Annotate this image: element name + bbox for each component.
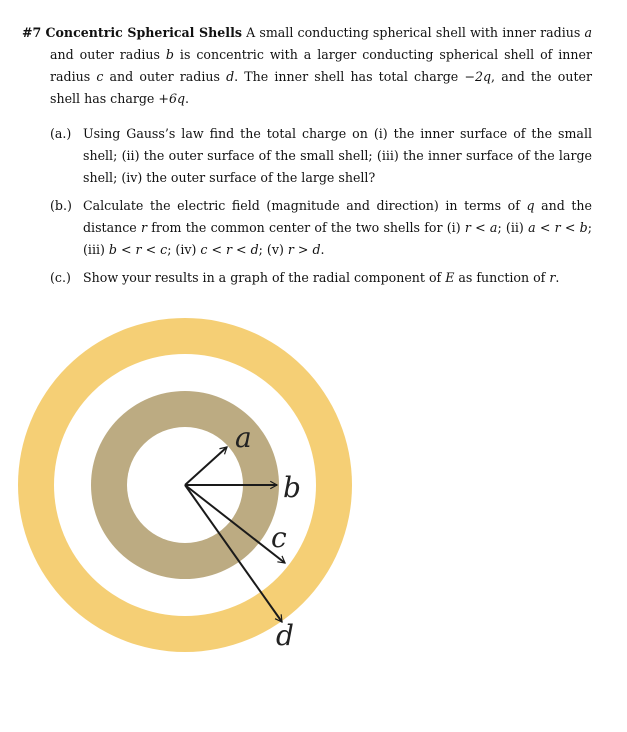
part-text: from the common center of the two shells for (i) xyxy=(147,220,465,235)
part-text: ; (iii) xyxy=(83,220,592,257)
intro-math: c xyxy=(96,69,104,84)
label-b: b xyxy=(283,471,301,504)
intro-text: and outer radius xyxy=(103,69,227,84)
intro-text: . xyxy=(185,91,190,106)
intro-math: −2q xyxy=(464,69,492,84)
part-text: and the distance xyxy=(83,198,592,235)
part-label: (b.) xyxy=(50,198,72,213)
label-d: d xyxy=(276,619,294,652)
part-text: as function of xyxy=(454,270,550,285)
problem-title: Concentric Spherical Shells xyxy=(45,25,242,40)
part-math: q xyxy=(526,198,535,213)
part-text: ; (ii) xyxy=(497,220,529,235)
part-text: ; (v) xyxy=(258,242,288,257)
question-parts xyxy=(22,123,592,289)
part-math: a < r < b xyxy=(528,220,588,235)
part-label: (c.) xyxy=(50,270,71,285)
part-math: b < r < c xyxy=(108,242,168,257)
part-math: r < a xyxy=(464,220,498,235)
part-math: r > d xyxy=(287,242,321,257)
intro-math: b xyxy=(165,47,174,62)
intro-math: +6q xyxy=(158,91,186,106)
part-c xyxy=(50,267,592,289)
part-text: ; (iv) xyxy=(167,242,201,257)
part-text: . xyxy=(320,242,325,257)
intro-math: d xyxy=(226,69,235,84)
part-b xyxy=(50,195,592,261)
label-c: c xyxy=(271,521,287,554)
intro-text: . The inner shell has total charge xyxy=(234,69,465,84)
problem-intro xyxy=(22,22,592,110)
shells-diagram xyxy=(14,314,354,659)
part-math: r xyxy=(140,220,148,235)
intro-math: a xyxy=(584,25,592,40)
shells-figure xyxy=(14,314,354,659)
part-label: (a.) xyxy=(50,126,72,141)
intro-text: A small conducting spherical shell with inner radius xyxy=(246,25,585,40)
part-text: Calculate the electric field (magnitude and direction) in terms of xyxy=(83,198,527,213)
part-text: . xyxy=(555,270,560,285)
problem-number: #7 xyxy=(22,25,42,40)
part-text: Using Gauss’s law find the total charge on (i) the inner surface of the small shell; (ii) the outer surface of the small shell; (iii) the inner surface of the large shell; (iv) the outer surface of the large shell? xyxy=(83,126,592,185)
part-text: Show your results in a graph of the radial component of xyxy=(83,270,446,285)
part-math: c < r < d xyxy=(200,242,259,257)
part-a xyxy=(50,123,592,189)
label-a: a xyxy=(235,421,252,454)
problem-block xyxy=(22,22,592,295)
intro-text: is concentric with a larger conducting spherical shell of inner radius xyxy=(50,47,592,84)
part-math: r xyxy=(549,270,556,285)
intro-text: and outer radius xyxy=(50,47,166,62)
part-math: E xyxy=(445,270,455,285)
intro-text: , and the outer shell has charge xyxy=(50,69,592,106)
